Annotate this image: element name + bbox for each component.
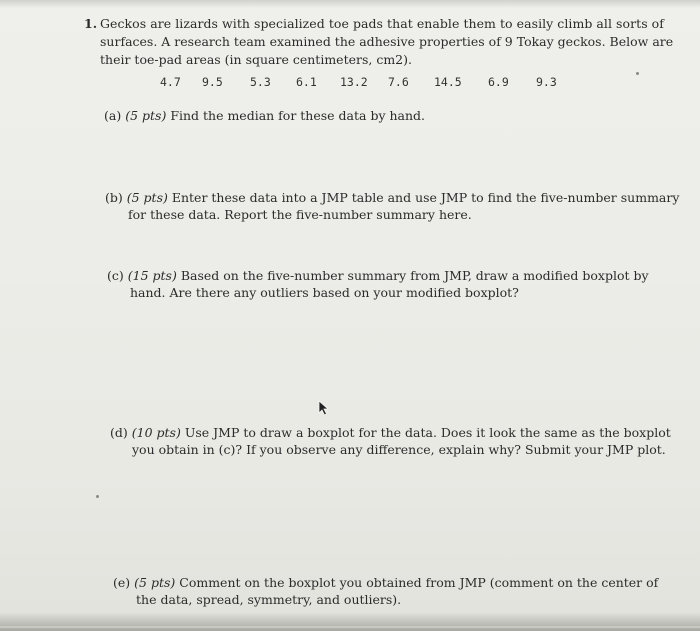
data-value: 5.3 <box>250 75 271 89</box>
page-edge <box>0 626 700 628</box>
part-d-points: (10 pts) <box>131 425 181 440</box>
part-a-points: (5 pts) <box>125 108 167 123</box>
part-d-label: (d) <box>110 425 128 440</box>
data-value: 7.6 <box>388 75 409 89</box>
part-c-label: (c) <box>107 268 124 283</box>
data-value: 13.2 <box>340 75 368 89</box>
part-b-line-1 <box>105 189 679 206</box>
paper-speck <box>96 495 99 498</box>
page-shadow-top <box>0 0 700 8</box>
data-value: 6.1 <box>296 75 317 89</box>
part-b-points: (5 pts) <box>126 190 168 205</box>
data-value: 9.3 <box>536 75 557 89</box>
data-value: 9.5 <box>202 75 223 89</box>
part-c-points: (15 pts) <box>127 268 177 283</box>
data-value: 14.5 <box>434 75 462 89</box>
part-c-line-2: hand. Are there any outliers based on your modified boxplot? <box>130 285 519 300</box>
page-shadow-bottom <box>0 612 700 631</box>
part-e-line-2: the data, spread, symmetry, and outliers). <box>136 592 402 607</box>
part-b-label: (b) <box>105 190 123 205</box>
part-c-line-1 <box>107 267 649 284</box>
data-value: 4.7 <box>160 75 181 89</box>
part-d-line-1 <box>110 424 671 441</box>
part-a-text: Find the median for these data by hand. <box>170 108 426 123</box>
part-e-points: (5 pts) <box>134 575 176 590</box>
part-e-label: (e) <box>113 575 131 590</box>
part-d-line-2: you obtain in (c)? If you observe any difference, explain why? Submit your JMP plot. <box>132 442 666 457</box>
question-number: 1. <box>84 16 98 31</box>
part-a <box>104 107 425 124</box>
intro-line-2: surfaces. A research team examined the adhesive properties of 9 Tokay geckos. Below are <box>100 34 674 49</box>
part-b-text-1: Enter these data into a JMP table and use JMP to find the five-number summary <box>171 190 680 205</box>
part-e-line-1 <box>113 574 658 591</box>
data-value: 6.9 <box>488 75 509 89</box>
intro-line-1: Geckos are lizards with specialized toe pads that enable them to easily climb all sorts of <box>100 16 664 31</box>
part-b-line-2: for these data. Report the five-number summary here. <box>128 207 472 222</box>
arrow-cursor-icon <box>318 400 330 416</box>
part-e-text-1: Comment on the boxplot you obtained from JMP (comment on the center of <box>179 575 659 590</box>
paper-speck <box>636 72 639 75</box>
part-d-text-1: Use JMP to draw a boxplot for the data. Does it look the same as the boxplot <box>184 425 671 440</box>
part-c-text-1: Based on the five-number summary from JMP, draw a modified boxplot by <box>180 268 649 283</box>
intro-line-3: their toe-pad areas (in square centimeters, cm2). <box>100 52 412 67</box>
part-a-label: (a) <box>104 108 122 123</box>
